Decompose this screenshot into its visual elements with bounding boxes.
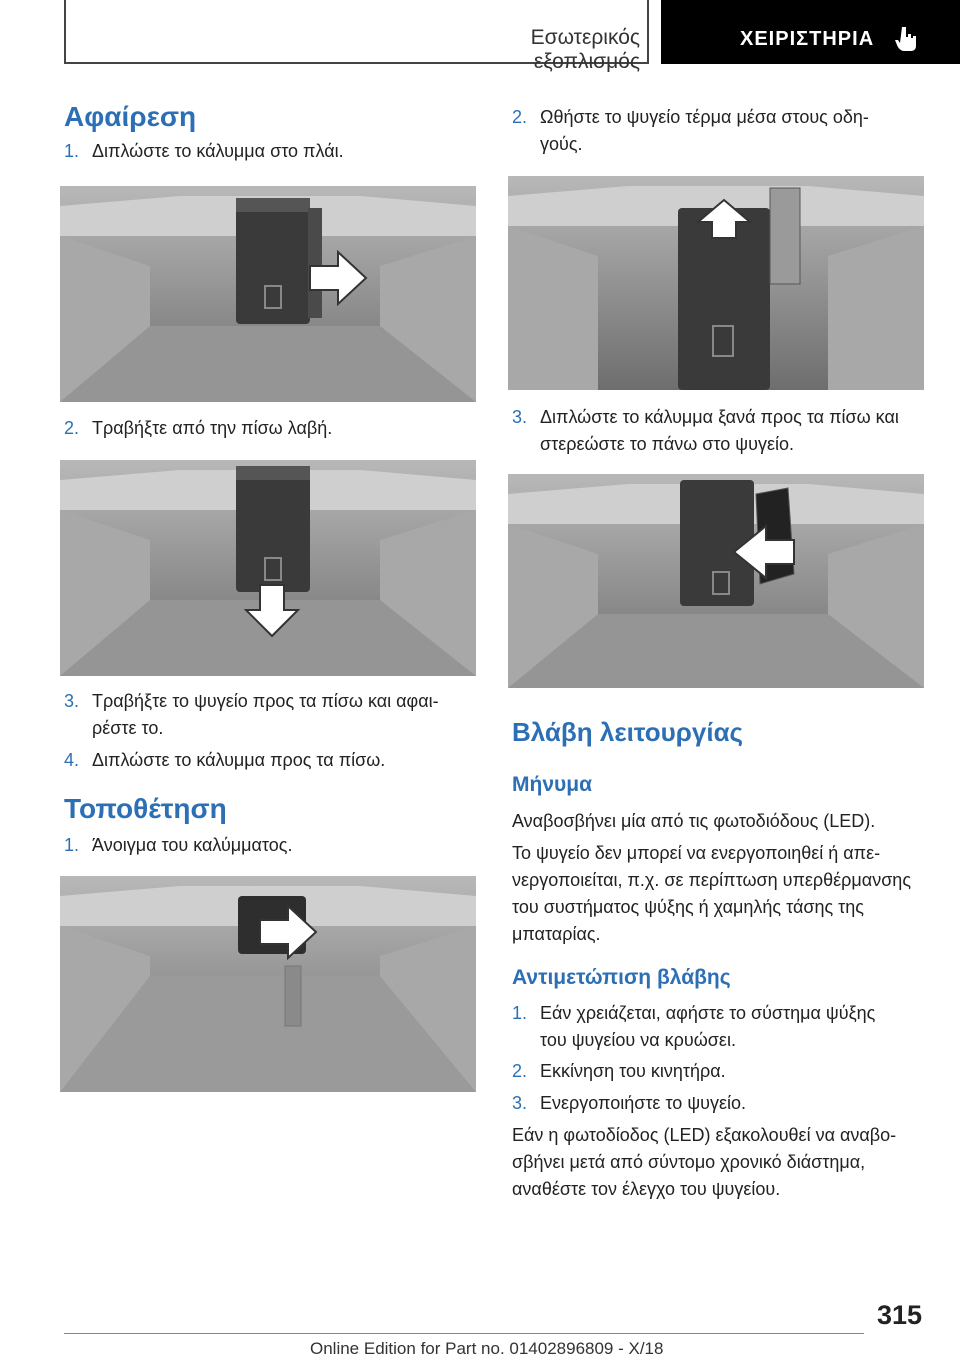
fix-note: Εάν η φωτοδίοδος (LED) εξακολουθεί να αναβο- σβήνει μετά από σύντομο χρονικό διάστημα, αναθέστε τον έλεγχο του ψυγείου. — [512, 1125, 897, 1199]
heading-malfunction: Βλάβη λειτουργίας — [512, 717, 744, 747]
photo-push-into-guides — [508, 176, 924, 390]
edition-text: Online Edition for Part no. 01402896809 - X/18 — [310, 1339, 664, 1358]
heading-removal: Αφαίρεση — [64, 101, 197, 132]
footer-divider — [64, 1333, 864, 1334]
pointing-hand-icon — [891, 24, 921, 54]
photo-pull-rear-handle — [60, 460, 476, 676]
photo-open-cover — [60, 876, 476, 1092]
page-number: 315 — [876, 1300, 922, 1330]
heading-install: Τοποθέτηση — [64, 793, 227, 824]
manual-label: ΧΕΙΡΙΣΤΗΡΙΑ — [740, 28, 875, 50]
photo-fold-cover-back — [508, 474, 924, 688]
subheading-fix: Αντιμετώπιση βλάβης — [512, 966, 731, 989]
photo-fold-cover-side — [60, 186, 476, 402]
section-title: Εσωτερικός εξοπλισμός — [530, 26, 640, 73]
message-paragraph-2: Το ψυγείο δεν μπορεί να ενεργοποιηθεί ή απε- νεργοποιείται, π.χ. σε περίπτωση υπερθέρμανσης του συστήματος ψύξης ή χαμηλής τάσης της μπαταρίας. — [512, 843, 911, 944]
subheading-message: Μήνυμα — [512, 773, 592, 796]
message-paragraph-1: Αναβοσβήνει μία από τις φωτοδιόδους (LED). — [512, 811, 876, 831]
